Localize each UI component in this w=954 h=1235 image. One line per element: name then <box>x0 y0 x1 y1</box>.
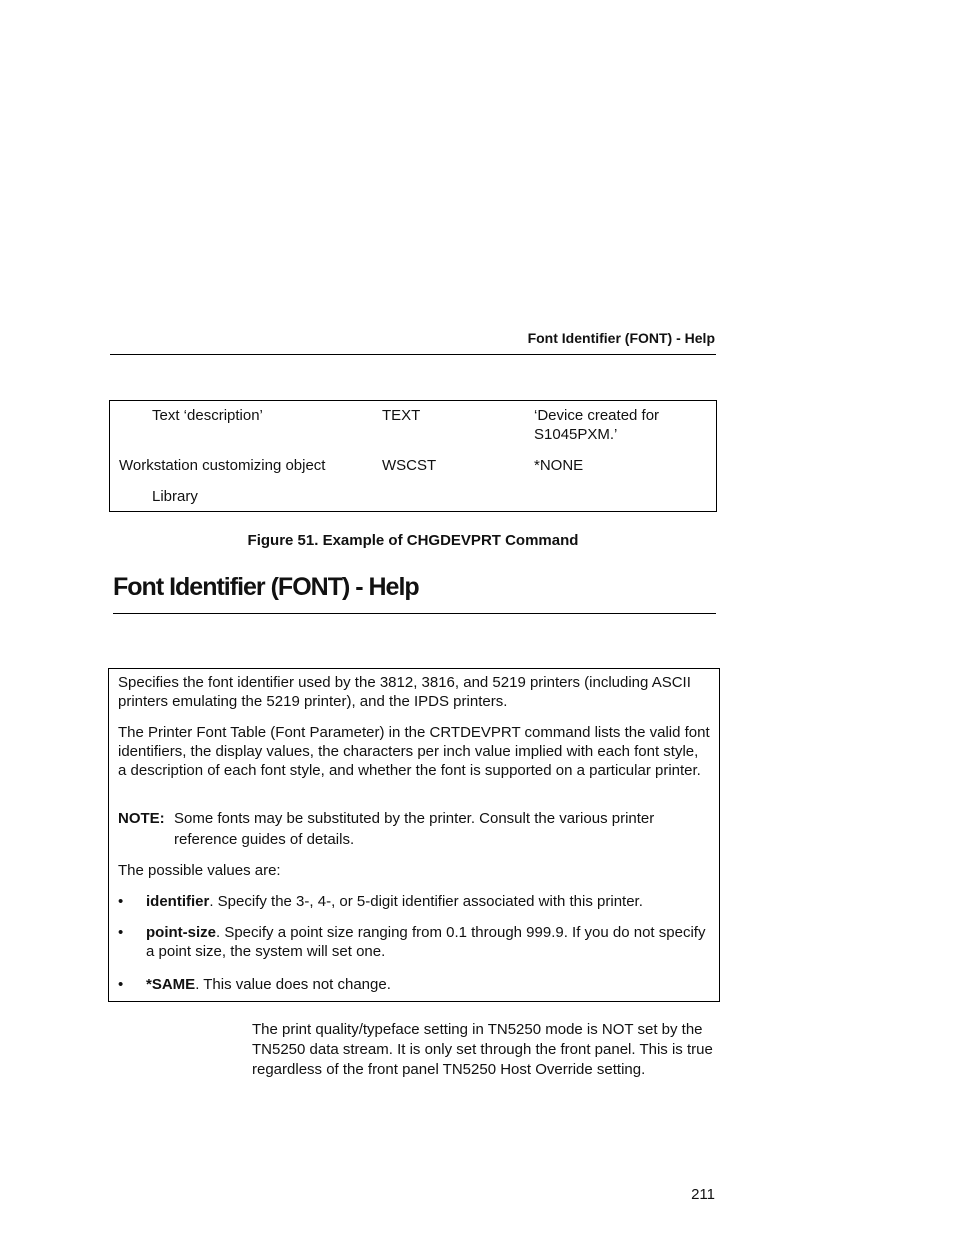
bullet-desc: . This value does not change. <box>195 976 391 993</box>
heading-rule <box>113 613 716 614</box>
bullet-term: identifier <box>146 893 210 910</box>
note-text: Some fonts may be substituted by the printer. Consult the various printer reference guides of details. <box>174 810 655 848</box>
bullet-glyph: • <box>118 893 124 910</box>
values-intro: The possible values are: <box>118 862 281 879</box>
trailing-note: The print quality/typeface setting in TN5250 mode is NOT set by the TN5250 data stream. It is only set through the front panel. This is true regardless of the front panel TN5250 Host Override setting. <box>252 1021 713 1078</box>
row-text-keyword: TEXT <box>382 407 421 424</box>
bullet-desc: . Specify the 3-, 4-, or 5-digit identifier associated with this printer. <box>209 893 643 910</box>
bullet-same <box>146 975 706 994</box>
row-wscst-keyword: WSCST <box>382 457 437 474</box>
bullet-glyph: • <box>118 924 124 941</box>
bullet-term: *SAME <box>146 976 196 993</box>
figure-caption: Figure 51. Example of CHGDEVPRT Command <box>247 532 579 549</box>
help-paragraph-2: The Printer Font Table (Font Parameter) in the CRTDEVPRT command lists the valid font identifiers, the display values, the characters per inch value implied with each font style, a description of each font style, and whether the font is supported on a particular printer. <box>118 724 710 779</box>
row-text-label: Text ‘description’ <box>152 407 263 424</box>
help-paragraph-1: Specifies the font identifier used by the 3812, 3816, and 5219 printers (including ASCII printers emulating the 5219 printer), and the IPDS printers. <box>118 674 691 710</box>
running-header: Font Identifier (FONT) - Help <box>527 330 715 346</box>
bullet-identifier <box>146 892 706 911</box>
row-wscst-label: Workstation customizing object <box>119 457 326 474</box>
command-table <box>109 400 717 512</box>
row-text-value: ‘Device created for S1045PXM.’ <box>534 407 660 443</box>
bullet-glyph: • <box>118 976 124 993</box>
bullet-point-size <box>146 923 706 961</box>
header-rule <box>110 354 716 355</box>
row-wscst-value: *NONE <box>534 457 584 474</box>
row-library-label: Library <box>152 488 198 505</box>
help-box <box>108 668 720 1002</box>
section-heading: Font Identifier (FONT) - Help <box>113 573 419 601</box>
note-label: NOTE: <box>118 810 165 827</box>
bullet-term: point-size <box>146 924 216 941</box>
page-number: 211 <box>691 1186 715 1203</box>
bullet-desc: . Specify a point size ranging from 0.1 through 999.9. If you do not specify a point size, the system will set one. <box>146 924 706 960</box>
